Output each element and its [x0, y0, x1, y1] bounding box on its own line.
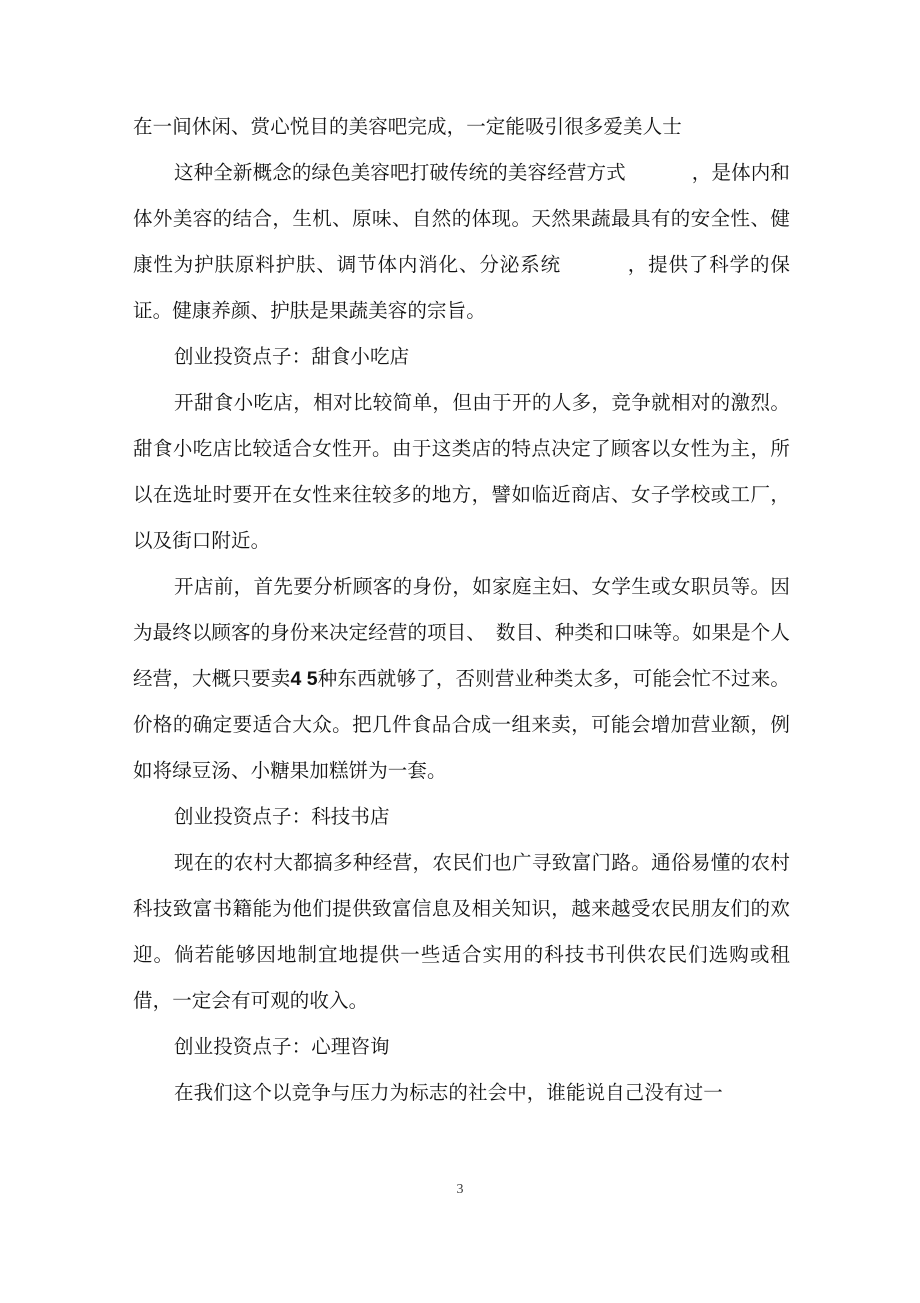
page-footer — [0, 1178, 920, 1198]
paragraph-green-beauty-bar — [133, 150, 790, 334]
document-body — [133, 104, 790, 1116]
paragraph-psychological-counseling: 在我们这个以竞争与压力为标志的社会中，谁能说自己没有过一 — [174, 1081, 723, 1104]
text-run: ，提供了科学的保证。健康养颜、护肤是果蔬美容的宗旨。 — [133, 253, 790, 322]
text-run: ，是体内和体外美容的结合，生机、原味、自然的体现。天然果蔬最具有的安全性、健康性为护肤原料护肤、调节体内消化、分泌系统 — [133, 161, 790, 276]
heading-psychological-counseling: 创业投资点子：心理咨询 — [174, 1035, 390, 1058]
text-run: 开店前，首先要分析顾客的身份，如家庭主妇、女学生或女职员等。因为最终以顾客的身份来决定经营的项目、 — [133, 575, 790, 644]
heading-technology-bookstore: 创业投资点子：科技书店 — [174, 805, 390, 828]
paragraph-sweet-snack-shop: 开甜食小吃店，相对比较简单，但由于开的人多，竞争就相对的激烈。甜食小吃店比较适合女性开。由于这类店的特点决定了顾客以女性为主，所以在选址时要开在女性来往较多的地方，譬如临近商店、女子学校或工厂，以及街口附近。 — [133, 391, 790, 552]
text-run: 这种全新概念的绿色美容吧打破传统的美容经营方式 — [174, 161, 626, 184]
page-number: 3 — [456, 1182, 464, 1197]
text-run: 数目、种类和口味等。如果是个人经营，大概只要卖 — [133, 621, 790, 690]
paragraph-customer-analysis — [133, 564, 790, 794]
paragraph-continuation: 在一间休闲、赏心悦目的美容吧完成，一定能吸引很多爱美人士 — [133, 115, 682, 138]
text-run: 种东西就够了，否则营业种类太多，可能会忙不过来。价格的确定要适合大众。把几件食品合成一组来卖，可能会增加营业额，例如将绿豆汤、小糖果加糕饼为一套。 — [133, 667, 790, 782]
paragraph-technology-bookstore: 现在的农村大都搞多种经营，农民们也广寻致富门路。通俗易懂的农村科技致富书籍能为他们提供致富信息及相关知识，越来越受农民朋友们的欢迎。倘若能够因地制宜地提供一些适合实用的科技书刊供农民们选购或租借，一定会有可观的收入。 — [133, 851, 790, 1012]
numeric-run: 4 5 — [290, 668, 318, 690]
heading-sweet-snack-shop: 创业投资点子：甜食小吃店 — [174, 345, 410, 368]
